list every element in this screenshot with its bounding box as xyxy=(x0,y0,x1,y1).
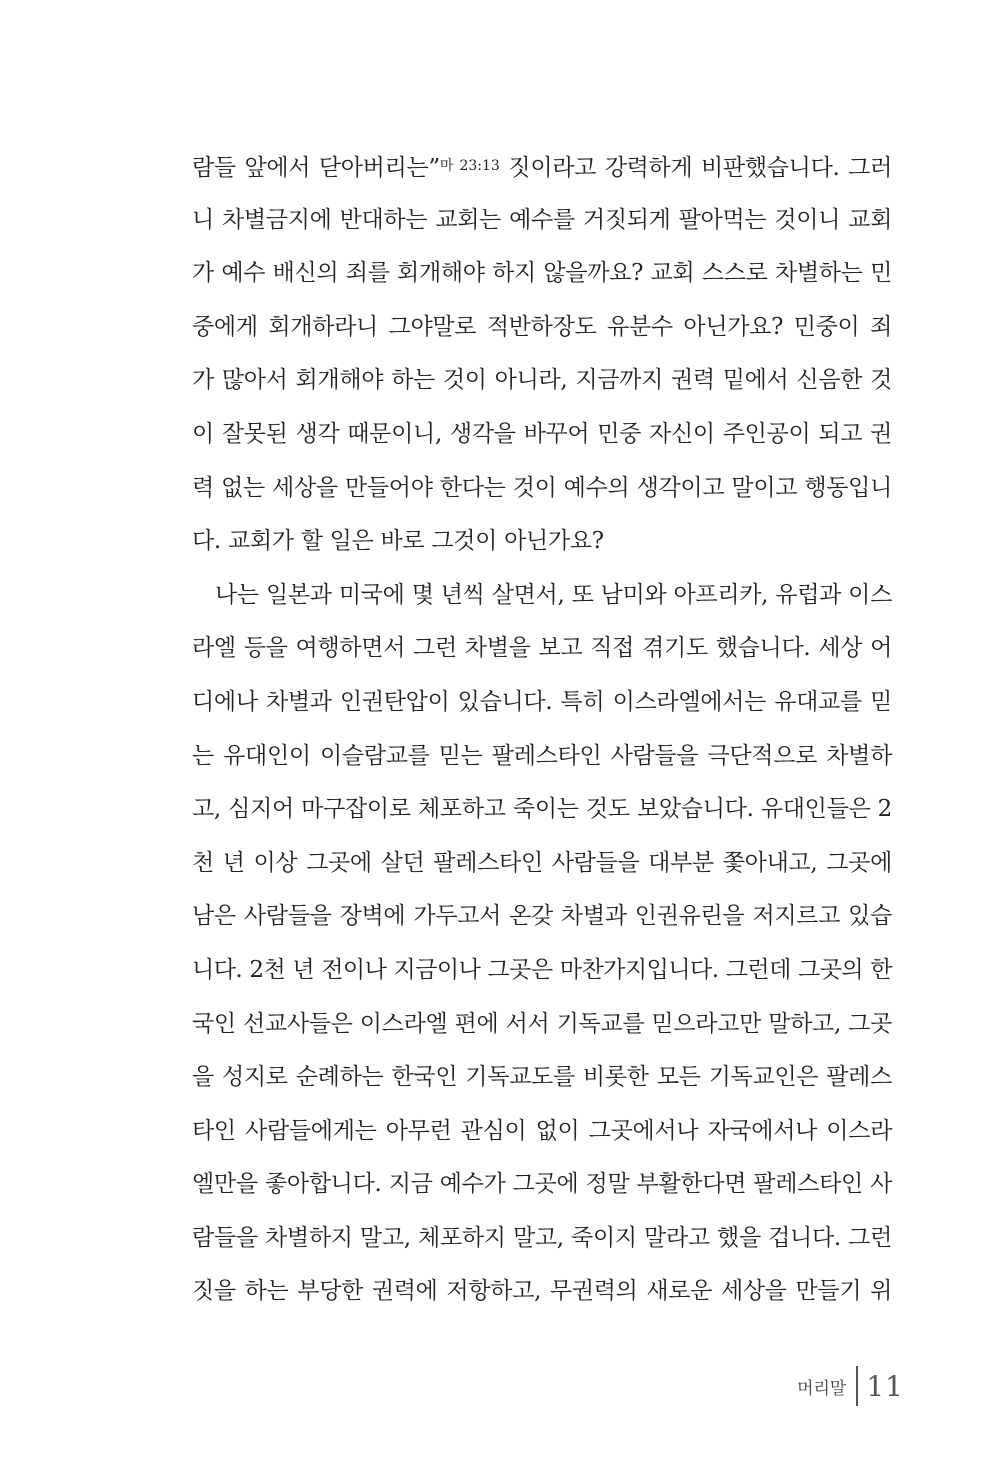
text-line: 람들을 차별하지 말고, 체포하지 말고, 죽이지 말라고 했을 겁니다. 그런 xyxy=(192,1224,892,1251)
text-line-part: 람들 앞에서 닫아버리는” xyxy=(192,155,440,181)
text-line: 천 년 이상 그곳에 살던 팔레스타인 사람들을 대부분 쫓아내고, 그곳에 xyxy=(192,849,892,876)
body-text xyxy=(192,140,892,1319)
text-line: 가 많아서 회개해야 하는 것이 아니라, 지금까지 권력 밑에서 신음한 것 xyxy=(192,367,892,394)
text-line: 이 잘못된 생각 때문이니, 생각을 바꾸어 민중 자신이 주인공이 되고 권 xyxy=(192,420,892,447)
text-line: 고, 심지어 마구잡이로 체포하고 죽이는 것도 보았습니다. 유대인들은 2 xyxy=(192,796,892,823)
text-line: 는 유대인이 이슬람교를 믿는 팔레스타인 사람들을 극단적으로 차별하 xyxy=(192,742,892,769)
text-line: 다. 교회가 할 일은 바로 그것이 아닌가요? xyxy=(192,528,604,555)
text-line: 디에나 차별과 인권탄압이 있습니다. 특히 이스라엘에서는 유대교를 믿 xyxy=(192,688,892,715)
text-line xyxy=(192,140,892,194)
text-line: 력 없는 세상을 만들어야 한다는 것이 예수의 생각이고 말이고 행동입니 xyxy=(192,474,892,501)
page-number: 11 xyxy=(866,1369,904,1403)
text-line: 나는 일본과 미국에 몇 년씩 살면서, 또 남미와 아프리카, 유럽과 이스 xyxy=(215,581,892,608)
text-line: 중에게 회개하라니 그야말로 적반하장도 유분수 아닌가요? 민중이 죄 xyxy=(192,313,892,340)
text-line: 엘만을 좋아합니다. 지금 예수가 그곳에 정말 부활한다면 팔레스타인 사 xyxy=(192,1171,892,1198)
text-line: 국인 선교사들은 이스라엘 편에 서서 기독교를 믿으라고만 말하고, 그곳 xyxy=(192,1010,892,1037)
text-line: 니다. 2천 년 전이나 지금이나 그곳은 마찬가지입니다. 그런데 그곳의 한 xyxy=(192,956,892,983)
running-footer-title: 머리말 xyxy=(797,1378,847,1399)
text-line: 니 차별금지에 반대하는 교회는 예수를 거짓되게 팔아먹는 것이니 교회 xyxy=(192,206,892,233)
text-line: 남은 사람들을 장벽에 가두고서 온갖 차별과 인권유린을 저지르고 있습 xyxy=(192,903,892,930)
text-line: 짓을 하는 부당한 권력에 저항하고, 무권력의 새로운 세상을 만들기 위 xyxy=(192,1278,892,1305)
text-line: 라엘 등을 여행하면서 그런 차별을 보고 직접 겪기도 했습니다. 세상 어 xyxy=(192,635,892,662)
bible-citation: 마 23:13 xyxy=(439,158,500,174)
page-footer xyxy=(797,1364,904,1408)
text-line: 타인 사람들에게는 아무런 관심이 없이 그곳에서나 자국에서나 이스라 xyxy=(192,1117,892,1144)
text-line: 을 성지로 순례하는 한국인 기독교도를 비롯한 모든 기독교인은 팔레스 xyxy=(192,1064,892,1091)
text-line: 가 예수 배신의 죄를 회개해야 하지 않을까요? 교회 스스로 차별하는 민 xyxy=(192,260,892,287)
footer-divider xyxy=(856,1366,858,1406)
text-line-part: 짓이라고 강력하게 비판했습니다. 그러 xyxy=(499,155,892,181)
